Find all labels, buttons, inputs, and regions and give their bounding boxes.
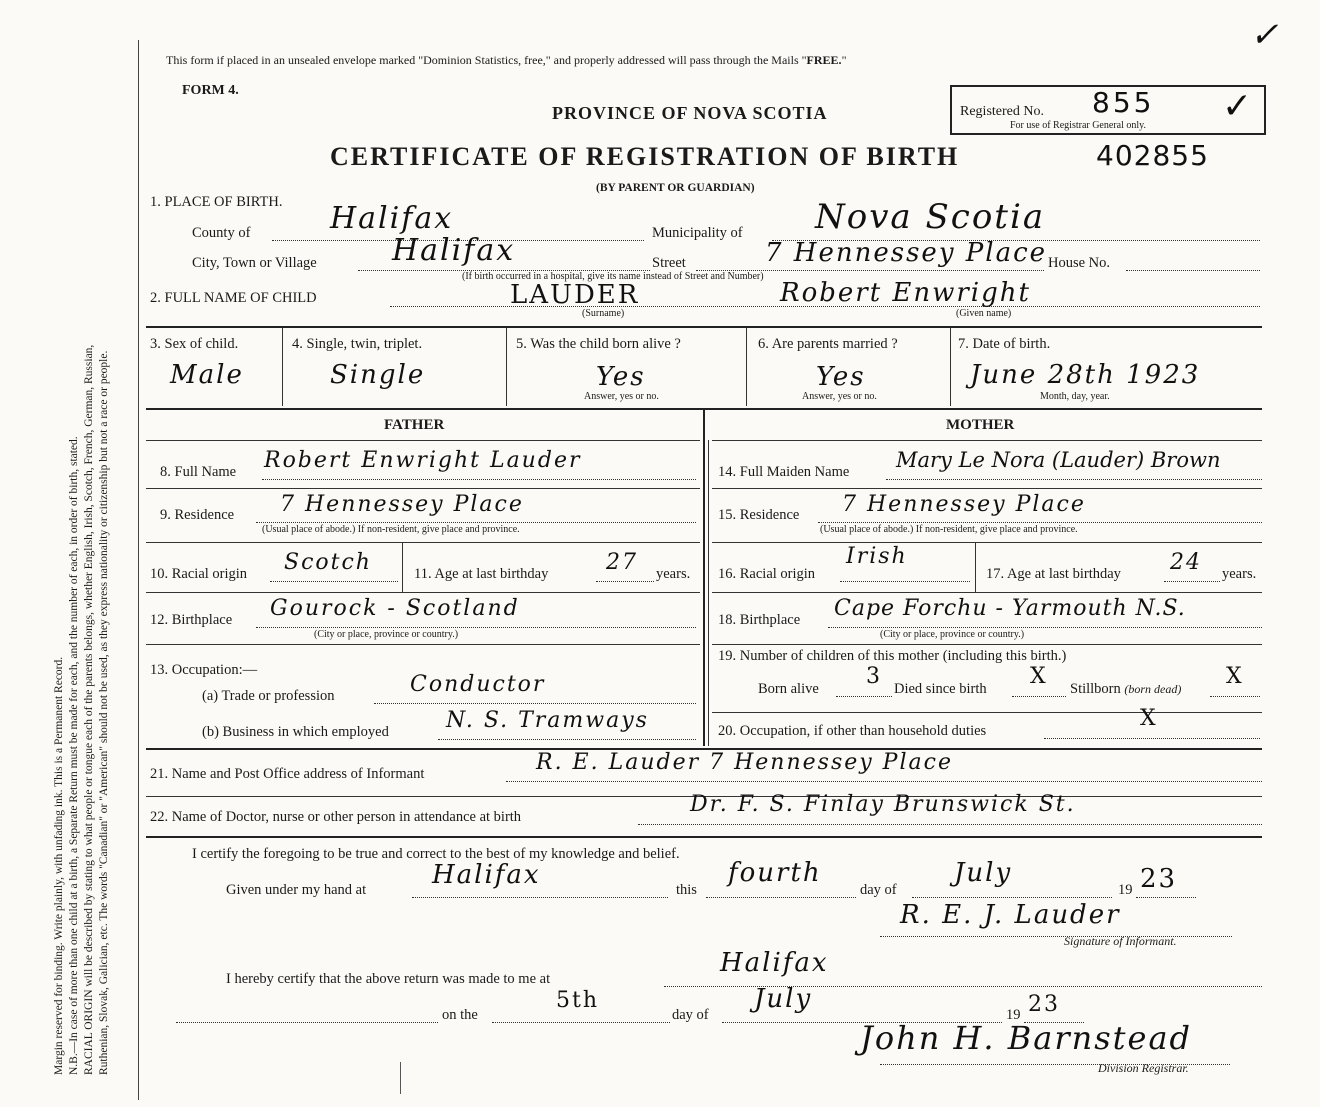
registrar-year-value: 23 bbox=[1028, 992, 1060, 1017]
parents-column-divider bbox=[703, 408, 705, 746]
facts-col-divider-4 bbox=[950, 328, 951, 406]
mother-birthplace-caption: (City or place, province or country.) bbox=[880, 629, 1025, 640]
father-name-label: 8. Full Name bbox=[160, 464, 237, 480]
given-place-value: Halifax bbox=[432, 860, 541, 890]
county-value: Halifax bbox=[330, 201, 454, 236]
mother-rule-1 bbox=[712, 440, 1262, 441]
municipality-label: Municipality of bbox=[652, 225, 743, 241]
facts-col-divider-3 bbox=[746, 328, 747, 406]
mother-birthplace-value: Cape Forchu - Yarmouth N.S. bbox=[834, 596, 1186, 621]
registrar-day-value: 5th bbox=[556, 988, 600, 1013]
trade-value: Conductor bbox=[410, 672, 546, 697]
parents-married-question: 6. Are parents married ? bbox=[758, 336, 898, 352]
registrar-year-prefix: 19 bbox=[1006, 1007, 1021, 1023]
certificate-subtitle: (BY PARENT OR GUARDIAN) bbox=[596, 182, 755, 194]
registrar-month-value: July bbox=[754, 984, 813, 1014]
informant-label: 21. Name and Post Office address of Informant bbox=[150, 766, 425, 782]
born-alive-question: 5. Was the child born alive ? bbox=[516, 336, 681, 352]
father-residence-line bbox=[256, 522, 696, 523]
date-of-birth-label: 7. Date of birth. bbox=[958, 336, 1051, 352]
father-birthplace-caption: (City or place, province or country.) bbox=[314, 629, 459, 640]
given-month-line bbox=[912, 897, 1112, 898]
informant-line bbox=[506, 781, 1262, 782]
street-label: Street bbox=[652, 255, 686, 271]
registrar-caption: Division Registrar. bbox=[1098, 1061, 1189, 1075]
margin-notes bbox=[52, 45, 112, 1075]
died-since-birth-label: Died since birth bbox=[894, 681, 987, 697]
sex-label: 3. Sex of child. bbox=[150, 336, 239, 352]
given-month-value: July bbox=[954, 858, 1013, 888]
mail-note bbox=[166, 54, 846, 66]
registrar-day-of-label: day of bbox=[672, 1007, 709, 1023]
mother-race-value: Irish bbox=[846, 544, 908, 569]
mother-age-years: years. bbox=[1222, 566, 1257, 582]
father-residence-value: 7 Hennessey Place bbox=[280, 492, 524, 517]
father-rule-4 bbox=[146, 592, 700, 593]
municipality-value: Nova Scotia bbox=[815, 197, 1046, 237]
mother-rule-6 bbox=[712, 712, 1262, 713]
given-place-line bbox=[412, 897, 668, 898]
doctor-line bbox=[638, 824, 1262, 825]
born-alive-answer: Yes bbox=[596, 362, 646, 392]
given-day-value: fourth bbox=[728, 858, 822, 888]
registered-check-mark: ✓ bbox=[1222, 86, 1255, 127]
parents-married-answer: Yes bbox=[816, 362, 866, 392]
born-alive-label: Born alive bbox=[758, 681, 819, 697]
mother-rule-3 bbox=[712, 542, 1262, 543]
father-race-line bbox=[270, 581, 398, 582]
doctor-label: 22. Name of Doctor, nurse or other person in attendance at birth bbox=[150, 809, 522, 825]
street-value: 7 Hennessey Place bbox=[765, 238, 1048, 268]
father-race-age-divider bbox=[402, 542, 403, 592]
trade-line bbox=[374, 703, 696, 704]
children-count-label: 19. Number of children of this mother (including this birth.) bbox=[718, 648, 1067, 664]
date-of-birth-value: June 28th 1923 bbox=[970, 360, 1201, 390]
registrar-blank-line bbox=[176, 1022, 438, 1023]
father-rule-2 bbox=[146, 488, 700, 489]
father-residence-caption: (Usual place of abode.) If non-resident, give place and province. bbox=[262, 524, 520, 535]
stillborn-text: Stillborn bbox=[1070, 681, 1121, 697]
house-no-line bbox=[1126, 270, 1260, 271]
given-day-line bbox=[706, 897, 856, 898]
business-label: (b) Business in which employed bbox=[202, 724, 389, 740]
mother-residence-value: 7 Hennessey Place bbox=[842, 492, 1086, 517]
mother-residence-label: 15. Residence bbox=[718, 507, 800, 523]
father-birthplace-value: Gourock - Scotland bbox=[270, 596, 520, 621]
mother-heading: MOTHER bbox=[946, 417, 1015, 433]
on-the-label: on the bbox=[442, 1007, 478, 1023]
county-label: County of bbox=[192, 225, 251, 241]
father-race-value: Scotch bbox=[284, 550, 372, 575]
registrar-day-line bbox=[492, 1022, 670, 1023]
informant-signature-line bbox=[880, 936, 1232, 937]
married-answer-caption: Answer, yes or no. bbox=[802, 391, 877, 402]
mail-note-text: This form if placed in an unsealed envelope marked "Dominion Statistics, free," and properly addressed will pass through the Mails " bbox=[166, 53, 807, 67]
registrar-use-note: For use of Registrar General only. bbox=[1010, 120, 1146, 131]
mail-note-free: FREE. bbox=[806, 53, 842, 67]
registered-number: 855 bbox=[1092, 86, 1155, 119]
father-heading: FATHER bbox=[384, 417, 445, 433]
mother-rule-5 bbox=[712, 644, 1262, 645]
margin-note-2: N.B.—In case of more than one child at a birth, a Separate Return must be made for each, and the number of each, in order of birth, stated. bbox=[68, 436, 80, 1075]
place-of-birth-label: 1. PLACE OF BIRTH. bbox=[150, 194, 283, 210]
mother-rule-4 bbox=[712, 592, 1262, 593]
registered-number-box bbox=[950, 85, 1266, 135]
child-given-name: Robert Enwright bbox=[780, 278, 1031, 308]
margin-note-1: Margin reserved for binding. Write plainly, with unfading ink. This is a Permanent Record. bbox=[53, 656, 65, 1075]
mother-name-label: 14. Full Maiden Name bbox=[718, 464, 850, 480]
sex-value: Male bbox=[170, 360, 244, 390]
mother-age-line bbox=[1164, 581, 1220, 582]
father-rule-1 bbox=[146, 440, 700, 441]
this-label: this bbox=[676, 882, 697, 898]
house-no-label: House No. bbox=[1048, 255, 1111, 271]
city-label: City, Town or Village bbox=[192, 255, 317, 271]
informant-value: R. E. Lauder 7 Hennessey Place bbox=[536, 750, 953, 775]
mother-name-value: Mary Le Nora (Lauder) Brown bbox=[896, 448, 1221, 472]
hospital-note: (If birth occurred in a hospital, give its name instead of Street and Number) bbox=[462, 271, 764, 282]
section-divider-5 bbox=[146, 836, 1262, 838]
binding-margin-line bbox=[138, 40, 139, 1100]
plurality-value: Single bbox=[330, 360, 426, 390]
father-name-line bbox=[262, 479, 696, 480]
mother-race-label: 16. Racial origin bbox=[718, 566, 816, 582]
dob-caption: Month, day, year. bbox=[1040, 391, 1110, 402]
mother-age-label: 17. Age at last birthday bbox=[986, 566, 1121, 582]
doctor-value: Dr. F. S. Finlay Brunswick St. bbox=[690, 792, 1076, 817]
stillborn-label bbox=[1070, 682, 1181, 697]
died-line bbox=[1012, 696, 1066, 697]
child-name-label: 2. FULL NAME OF CHILD bbox=[150, 290, 317, 306]
form-number: FORM 4. bbox=[182, 83, 239, 98]
father-occupation-label: 13. Occupation:— bbox=[150, 662, 258, 678]
registered-label: Registered No. bbox=[960, 104, 1044, 119]
died-since-birth-value: X bbox=[1030, 664, 1048, 689]
stillborn-note: (born dead) bbox=[1124, 682, 1182, 696]
province-heading: PROVINCE OF NOVA SCOTIA bbox=[552, 103, 828, 123]
father-race-label: 10. Racial origin bbox=[150, 566, 248, 582]
given-under-label: Given under my hand at bbox=[226, 882, 367, 898]
certificate-title: CERTIFICATE OF REGISTRATION OF BIRTH bbox=[330, 142, 960, 171]
father-residence-label: 9. Residence bbox=[160, 507, 235, 523]
mother-race-line bbox=[840, 581, 970, 582]
business-value: N. S. Tramways bbox=[446, 708, 649, 733]
father-age-value: 27 bbox=[606, 550, 638, 575]
surname-caption: (Surname) bbox=[582, 308, 625, 319]
stillborn-line bbox=[1210, 696, 1260, 697]
business-line bbox=[438, 739, 696, 740]
registrar-statement: I hereby certify that the above return was made to me at bbox=[226, 971, 551, 987]
facts-col-divider-2 bbox=[506, 328, 507, 406]
father-birthplace-label: 12. Birthplace bbox=[150, 612, 233, 628]
trade-label: (a) Trade or profession bbox=[202, 688, 335, 704]
facts-col-divider-1 bbox=[282, 328, 283, 406]
day-of-label: day of bbox=[860, 882, 897, 898]
mail-note-end: " bbox=[841, 53, 847, 67]
father-rule-5 bbox=[146, 644, 700, 645]
alive-answer-caption: Answer, yes or no. bbox=[584, 391, 659, 402]
mother-race-age-divider bbox=[975, 542, 976, 592]
born-alive-count: 3 bbox=[866, 664, 882, 689]
mother-occupation-value: X bbox=[1140, 706, 1158, 731]
father-rule-3 bbox=[146, 542, 700, 543]
born-alive-line bbox=[836, 696, 892, 697]
section-divider-1 bbox=[146, 326, 1262, 328]
given-year-prefix: 19 bbox=[1118, 882, 1133, 898]
mother-occupation-line bbox=[1044, 738, 1260, 739]
given-year-value: 23 bbox=[1140, 864, 1178, 894]
father-age-label: 11. Age at last birthday bbox=[414, 566, 549, 582]
mother-birthplace-label: 18. Birthplace bbox=[718, 612, 801, 628]
child-surname: LAUDER bbox=[510, 280, 640, 310]
certify-statement: I certify the foregoing to be true and correct to the best of my knowledge and belief. bbox=[192, 846, 680, 862]
mother-birthplace-line bbox=[828, 627, 1262, 628]
father-name-value: Robert Enwright Lauder bbox=[264, 448, 582, 473]
registrar-place-value: Halifax bbox=[720, 948, 829, 978]
stray-mark bbox=[400, 1062, 401, 1094]
father-age-years: years. bbox=[656, 566, 691, 582]
mother-residence-caption: (Usual place of abode.) If non-resident, give place and province. bbox=[820, 524, 1078, 535]
parents-column-divider-inner bbox=[708, 440, 709, 746]
given-name-caption: (Given name) bbox=[956, 308, 1012, 319]
city-value: Halifax bbox=[392, 233, 516, 268]
margin-note-4: Ruthenian, Slovak, Galician, etc. The words "Canadian" or "American" should not be used, as they express nationality or citizenship but not a race or people. bbox=[98, 350, 110, 1075]
father-birthplace-line bbox=[256, 627, 696, 628]
corner-check-mark: ✓ bbox=[1250, 15, 1281, 55]
mother-name-line bbox=[886, 479, 1262, 480]
father-age-line bbox=[596, 581, 654, 582]
stillborn-value: X bbox=[1226, 664, 1244, 689]
informant-signature: R. E. J. Lauder bbox=[900, 900, 1121, 930]
informant-signature-caption: Signature of Informant. bbox=[1064, 934, 1177, 948]
plurality-label: 4. Single, twin, triplet. bbox=[292, 336, 423, 352]
mother-residence-line bbox=[818, 522, 1262, 523]
mother-occupation-label: 20. Occupation, if other than household duties bbox=[718, 723, 987, 739]
mother-rule-2 bbox=[712, 488, 1262, 489]
margin-note-3: RACIAL ORIGIN will be described by stating to what people or tongue each of the parents belongs, whether English, Irish, Scotch, French, German, Russian, bbox=[83, 344, 95, 1075]
registrar-signature: John H. Barnstead bbox=[860, 1019, 1193, 1057]
given-year-line bbox=[1136, 897, 1196, 898]
mother-age-value: 24 bbox=[1170, 550, 1202, 575]
certificate-number: 402855 bbox=[1096, 139, 1209, 172]
